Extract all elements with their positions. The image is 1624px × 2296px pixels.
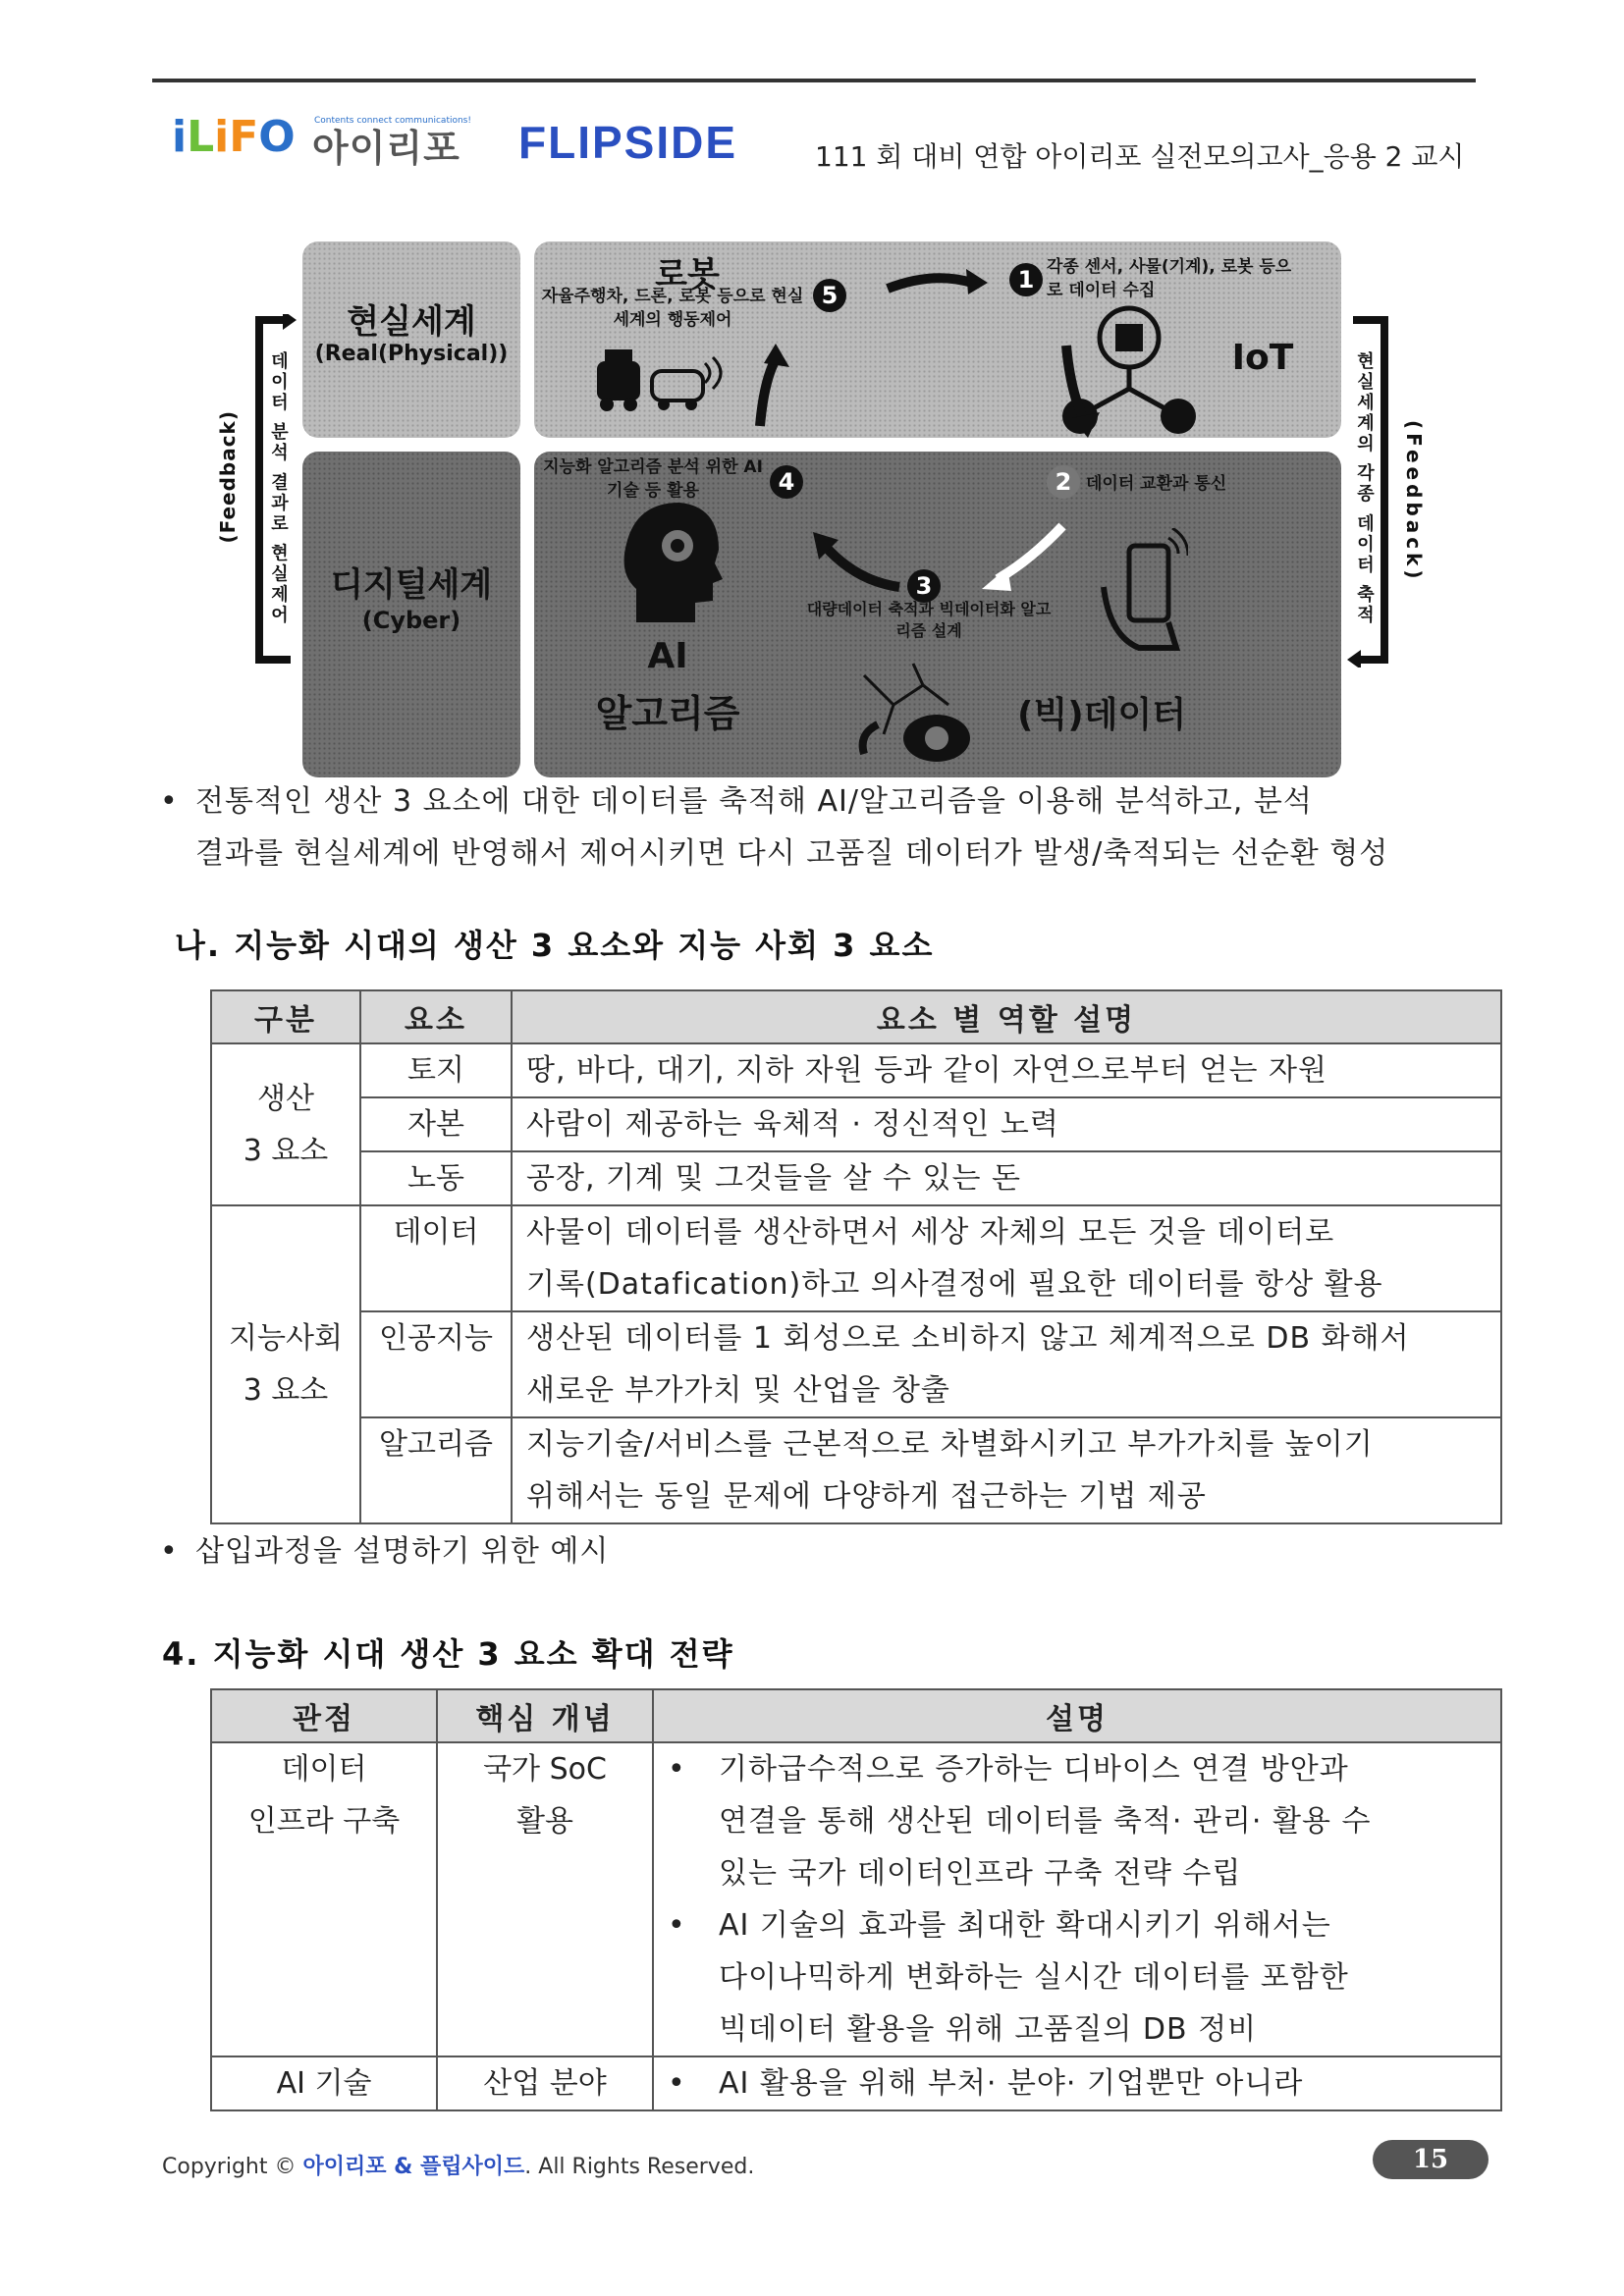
footer-brand: 아이리포 & 플립사이드 — [302, 2155, 525, 2179]
table-header-cell: 구분 — [211, 990, 360, 1043]
table-row — [211, 1417, 1501, 1523]
ai-label: AI — [647, 636, 688, 676]
digital-world-subtitle: (Cyber) — [361, 607, 461, 634]
group-label-production: 생산 3 요소 — [211, 1043, 360, 1205]
left-feedback-label: (Feedback) — [216, 410, 240, 544]
step1-badge: 1 — [1009, 263, 1043, 296]
step3-description: 대량데이터 축적과 빅데이터화 알고리즘 설계 — [806, 600, 1052, 640]
example-note-bullet — [160, 1525, 609, 1577]
section-title-na: 나. 지능화 시대의 생산 3 요소와 지능 사회 3 요소 — [175, 927, 935, 964]
right-arrow-icon — [884, 263, 992, 302]
list-item: • 기하급수적으로 증가하는 디바이스 연결 방안과 연결을 통해 생산된 데이터를 축적· 관리· 활용 수 있는 국가 데이터인프라 구축 전략 수립 — [654, 1743, 1500, 1899]
element-cell: 인공지능 — [360, 1311, 512, 1417]
robot-title: 로봇 — [655, 255, 720, 294]
bullet-dot: • — [160, 784, 179, 819]
digital-world-title: 디지털세계 — [330, 565, 493, 605]
production-factors-table — [210, 989, 1502, 1524]
description-cell: 지능기술/서비스를 근본적으로 차별화시키고 부가가치를 높이기 위해서는 동일 문제에 다양하게 접근하는 기법 제공 — [512, 1417, 1501, 1523]
iot-label: IoT — [1231, 338, 1294, 378]
right-feedback-description: 현실세계의 각종 데이터 축적 — [1354, 351, 1375, 626]
list-item: • AI 활용을 위해 부처· 분야· 기업뿐만 아니라 — [654, 2057, 1500, 2109]
table-row — [211, 1311, 1501, 1417]
description-cell: 땅, 바다, 대기, 지하 자원 등과 같이 자연으로부터 얻는 자원 — [512, 1043, 1501, 1097]
expansion-strategy-table — [210, 1688, 1502, 2111]
step4-badge: 4 — [770, 465, 803, 499]
ai-head-icon — [617, 495, 725, 632]
table-row — [211, 2056, 1501, 2110]
down-arrow-icon — [1056, 342, 1106, 440]
description-cell — [653, 2056, 1501, 2110]
table-row — [211, 1151, 1501, 1205]
element-cell: 데이터 — [360, 1205, 512, 1311]
section-title-4: 4. 지능화 시대 생산 3 요소 확대 전략 — [162, 1635, 734, 1673]
flipside-logo: FLIPSIDE — [518, 117, 738, 168]
description-cell: 생산된 데이터를 1 회성으로 소비하지 않고 체계적으로 DB 화해서 새로운 부가가치 및 산업을 창출 — [512, 1311, 1501, 1417]
table-header-cell: 관점 — [211, 1689, 437, 1742]
step1-description: 각종 센서, 사물(기계), 로봇 등으로 데이터 수집 — [1047, 257, 1292, 300]
curved-arrow-down-icon — [972, 520, 1070, 595]
table-header-cell: 요소 — [360, 990, 512, 1043]
table-header-cell: 설명 — [653, 1689, 1501, 1742]
step5-badge: 5 — [813, 279, 846, 312]
bullet-dot: • — [160, 1534, 179, 1569]
step4-description: 지능화 알고리즘 분석 위한 AI 기술 등 활용 — [543, 457, 763, 501]
description-cell: 사물이 데이터를 생산하면서 세상 자체의 모든 것을 데이터로 기록(Datafication)하고 의사결정에 필요한 데이터를 항상 활용 — [512, 1205, 1501, 1311]
up-arrow-icon — [746, 342, 795, 430]
ilifo-korean-logo: 아이리포 — [312, 127, 460, 170]
bigdata-cloud-icon — [854, 656, 982, 774]
element-cell: 자본 — [360, 1097, 512, 1151]
element-cell: 노동 — [360, 1151, 512, 1205]
bullet-line: 결과를 현실세계에 반영해서 제어시키면 다시 고품질 데이터가 발생/축적되는 선순환 형성 — [195, 836, 1389, 871]
left-feedback-description: 데이터 분석 결과로 현실제어 — [268, 351, 289, 626]
step3-badge: 3 — [907, 569, 941, 603]
curved-arrow-left-icon — [797, 526, 905, 595]
bigdata-label: (빅)데이터 — [1016, 695, 1186, 735]
smartphone-hand-icon — [1100, 528, 1188, 656]
table-row — [211, 1742, 1501, 2056]
cycle-explanation-bullet — [160, 775, 1476, 880]
concept-cell: 산업 분야 — [437, 2056, 653, 2110]
element-cell: 토지 — [360, 1043, 512, 1097]
bullet-line: 삽입과정을 설명하기 위한 예시 — [195, 1534, 610, 1569]
table-row — [211, 1043, 1501, 1097]
table-header-row — [211, 990, 1501, 1043]
group-label-intelligent-society: 지능사회 3 요소 — [211, 1205, 360, 1523]
table-header-cell: 핵심 개념 — [437, 1689, 653, 1742]
list-item: • AI 기술의 효과를 최대한 확대시키기 위해서는 다이나믹하게 변화하는 실시간 데이터를 포함한 빅데이터 활용을 위해 고품질의 DB 정비 — [654, 1899, 1500, 2056]
real-world-subtitle: (Real(Physical)) — [314, 342, 509, 366]
step2-badge: 2 — [1047, 465, 1080, 499]
concept-cell: 국가 SoC 활용 — [437, 1742, 653, 2056]
description-cell: 공장, 기계 및 그것들을 살 수 있는 돈 — [512, 1151, 1501, 1205]
copyright-footer: Copyright © 아이리포 & 플립사이드. All Rights Reserved. — [162, 2155, 755, 2179]
description-cell — [653, 1742, 1501, 2056]
cyber-physical-cycle-diagram — [196, 234, 1434, 783]
real-world-title: 현실세계 — [347, 302, 476, 342]
header-rule — [152, 79, 1476, 82]
algorithm-label: 알고리즘 — [595, 692, 740, 735]
description-cell: 사람이 제공하는 육체적 · 정신적인 노력 — [512, 1097, 1501, 1151]
logo-tagline: Contents connect communications! — [314, 116, 471, 126]
step2-description: 데이터 교환과 통신 — [1086, 474, 1227, 494]
ilifo-logo: iLiFO — [172, 112, 296, 162]
bullet-line: 전통적인 생산 3 요소에 대한 데이터를 축적해 AI/알고리즘을 이용해 분석하고, 분석 — [195, 784, 1313, 819]
page-number-badge: 15 — [1373, 2140, 1489, 2179]
view-cell: 데이터 인프라 구축 — [211, 1742, 437, 2056]
table-header-cell: 요소 별 역할 설명 — [512, 990, 1501, 1043]
table-row — [211, 1097, 1501, 1151]
right-feedback-label: (Feedback) — [1402, 420, 1426, 583]
car-drone-icon — [589, 342, 727, 420]
page-header-title: 111 회 대비 연합 아이리포 실전모의고사_응용 2 교시 — [815, 140, 1465, 173]
step5-description: 자율주행차, 드론, 로봇 등으로 현실세계의 행동제어 — [541, 287, 804, 330]
table-header-row — [211, 1689, 1501, 1742]
view-cell: AI 기술 — [211, 2056, 437, 2110]
element-cell: 알고리즘 — [360, 1417, 512, 1523]
table-row — [211, 1205, 1501, 1311]
